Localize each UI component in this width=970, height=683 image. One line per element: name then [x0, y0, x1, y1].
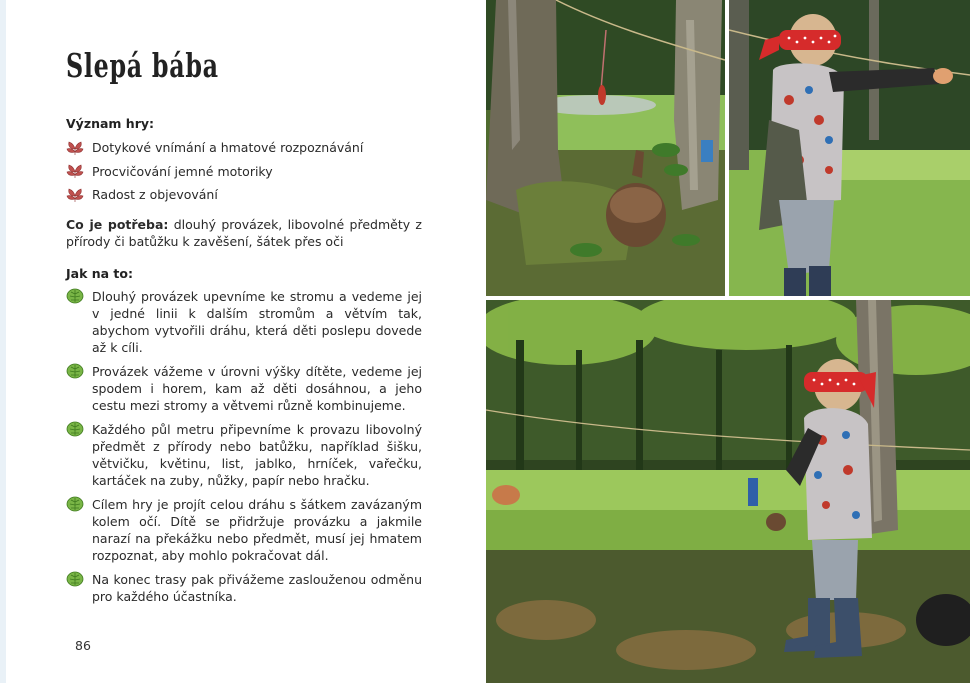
green-leaf-icon [66, 571, 84, 587]
steps-list [66, 288, 422, 612]
red-leaf-icon [66, 187, 84, 203]
needs-text: dlouhý provázek, libovolné předměty z přírody či batůžku k zavěšení, šátek přes oči [66, 217, 422, 249]
green-leaf-icon [66, 496, 84, 512]
meaning-item-text: Radost z objevování [92, 187, 218, 203]
meaning-item-text: Procvičování jemné motoriky [92, 163, 273, 179]
list-item [66, 183, 426, 207]
meaning-list [66, 136, 426, 207]
photo-child-forest [486, 300, 970, 683]
list-item [66, 288, 422, 356]
green-leaf-icon [66, 363, 84, 379]
list-item [66, 363, 422, 414]
list-item [66, 160, 426, 184]
list-item [66, 496, 422, 564]
meaning-heading: Význam hry: [66, 116, 155, 131]
needs-paragraph [66, 216, 422, 250]
page-number: 86 [75, 638, 91, 653]
needs-label: Co je potřeba: [66, 217, 169, 232]
green-leaf-icon [66, 421, 84, 437]
step-text: Dlouhý provázek upevníme ke stromu a vedeme jej v jedné linii k dalším stromům a větvím tak, abychom vytvořili dráhu, která děti poslepu dovede až k cíli. [92, 289, 422, 355]
list-item [66, 421, 422, 489]
step-text: Provázek vážeme v úrovni výšky dítěte, vedeme jej spodem i horem, kam až děti dosáhnou, a jeho cestu mezi stromy a větvemi různě kombinujeme. [92, 364, 422, 413]
list-item [66, 136, 426, 160]
red-leaf-icon [66, 140, 84, 156]
meaning-item-text: Dotykové vnímání a hmatové rozpoznávání [92, 140, 364, 156]
list-item [66, 571, 422, 605]
photo-child-reaching [729, 0, 970, 296]
howto-heading: Jak na to: [66, 266, 133, 281]
photo-tree-cup [486, 0, 725, 296]
red-leaf-icon [66, 163, 84, 179]
step-text: Na konec trasy pak přivážeme zaslouženou odměnu pro každého účastníka. [92, 572, 422, 604]
green-leaf-icon [66, 288, 84, 304]
step-text: Cílem hry je projít celou dráhu s šátkem zavázaným kolem očí. Dítě se přidržuje provázku a jakmile narazí na překážku nebo předmět, musí jej hmatem rozpoznat, aby mohlo pokračovat dál. [92, 497, 422, 563]
page-title: Slepá bába [66, 46, 219, 85]
step-text: Každého půl metru připevníme k provazu libovolný předmět z přírody nebo batůžku, například šišku, větvičku, květinu, list, jablko, hrníček, vařečku, kartáček na zuby, nůžky, papír nebo hračku. [92, 422, 422, 488]
